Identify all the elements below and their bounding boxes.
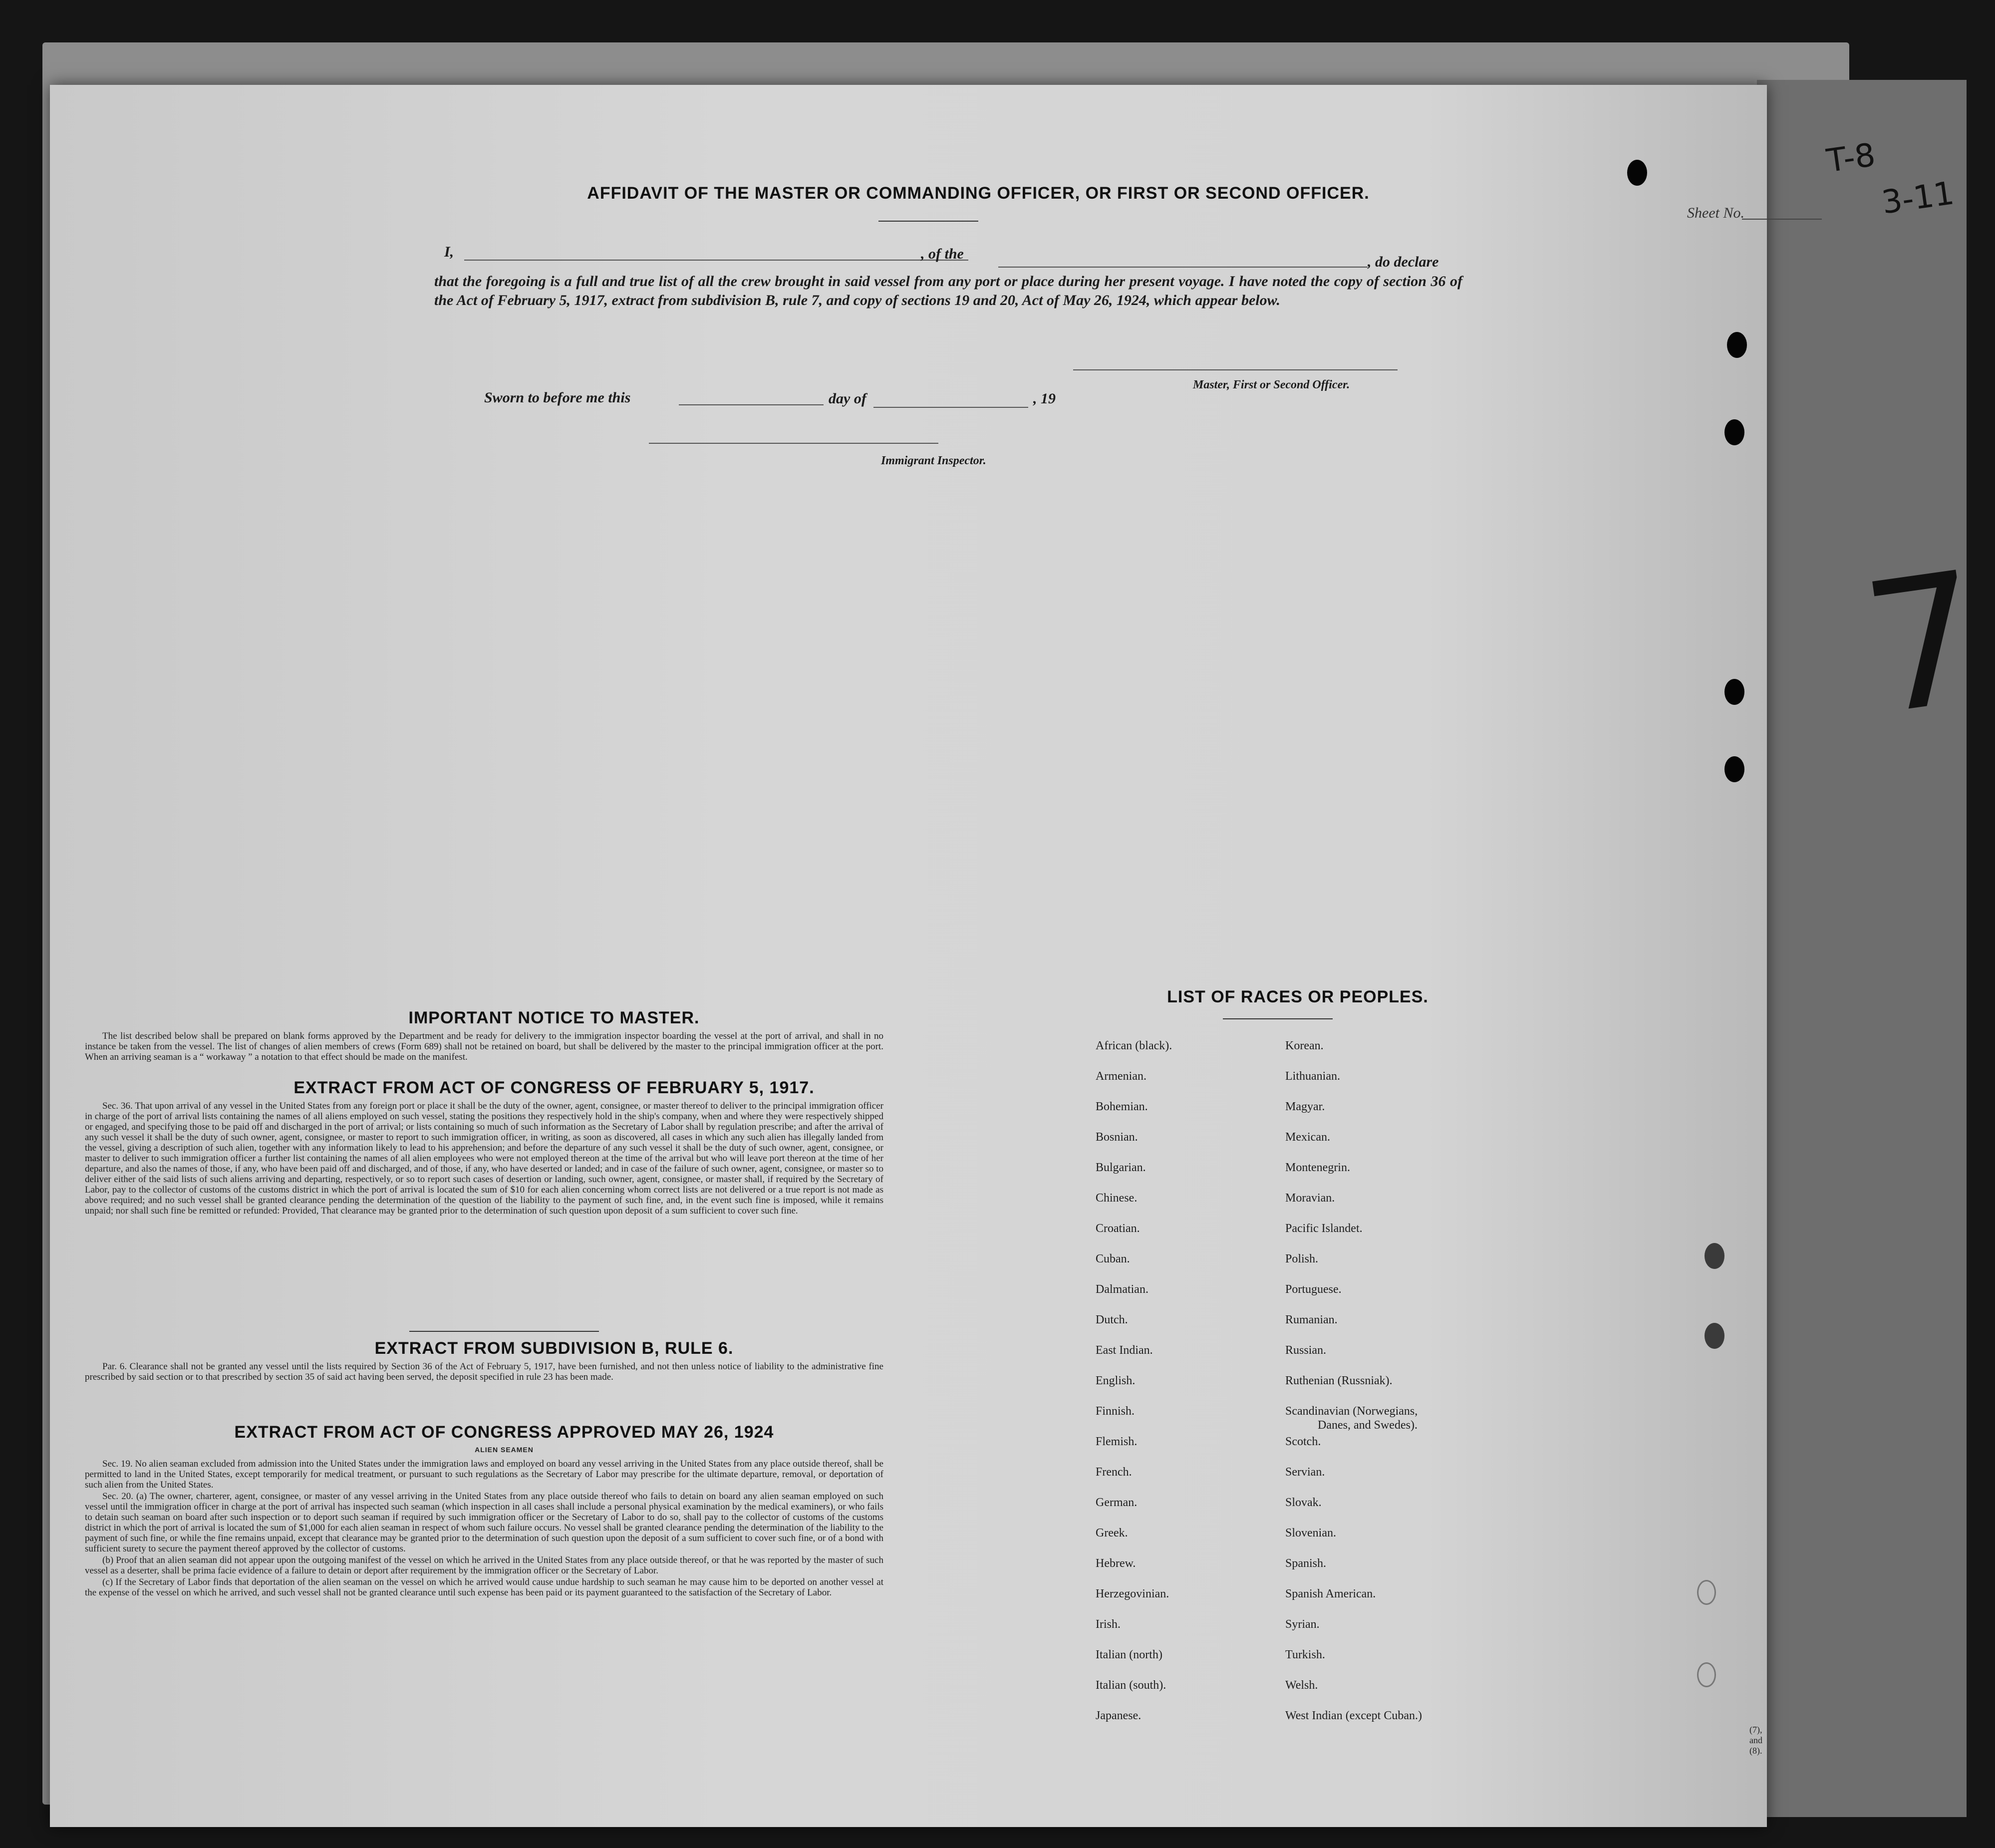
race-right: Mexican.: [1285, 1131, 1330, 1144]
extract-rule6-title: EXTRACT FROM SUBDIVISION B, RULE 6.: [374, 1339, 734, 1358]
punch-hole: [1727, 332, 1747, 358]
race-left: English.: [1096, 1374, 1136, 1387]
vessel-line: [998, 267, 1368, 268]
punch-hole: [1724, 419, 1744, 445]
affidavit-of-the: , of the: [921, 246, 964, 262]
race-right: Russian.: [1285, 1344, 1327, 1357]
race-left: Hebrew.: [1096, 1557, 1136, 1570]
form-page: [50, 85, 1767, 1827]
race-right: Portuguese.: [1285, 1283, 1342, 1296]
race-right: West Indian (except Cuban.): [1285, 1709, 1422, 1722]
affidavit-title-rule: [878, 221, 978, 222]
race-left: Bulgarian.: [1096, 1161, 1146, 1174]
extract-rule6-body: [85, 1361, 883, 1383]
punch-hole: [1724, 756, 1744, 782]
punch-ring: [1697, 1580, 1716, 1605]
race-left: Chinese.: [1096, 1192, 1138, 1205]
races-title: LIST OF RACES OR PEOPLES.: [1167, 987, 1428, 1006]
notice-body: [85, 1031, 883, 1063]
sworn-day-line: [679, 404, 824, 405]
inspector-signature-line: [649, 443, 938, 444]
race-left: Armenian.: [1096, 1070, 1146, 1083]
race-left: Italian (north): [1096, 1648, 1162, 1661]
race-right: Syrian.: [1285, 1618, 1320, 1631]
race-left: French.: [1096, 1466, 1132, 1479]
extract-rule6-text: Par. 6. Clearance shall not be granted any vessel until the lists required by Section 36 of the Act of February 5, 1917, have been furnished, and not then unless notice of liability to the administrative fine prescribed by said section or to that prescribed by section 35 of said act having been served, the deposit specified in rule 23 has been made.: [85, 1361, 883, 1382]
race-right: Spanish.: [1285, 1557, 1327, 1570]
extract-1917-text: Sec. 36. That upon arrival of any vessel in the United States from any foreign port or place it shall be the duty of the owner, agent, consignee, or master thereof to deliver to the principal immigration officer in charge of the port of arrival lists containing the names of all aliens employed on such vessel, stating the positions they respectively hold in the ship's company, when and where they were respectively shipped or engaged, and specifying those to be paid off and discharged in the port of arrival; or lists containing so much of such information as the Secretary of Labor shall by regulation prescribe; and after the arrival of any such vessel it shall be the duty of such owner, agent, consignee, or master to report to such immigration officer, in writing, as soon as discovered, all cases in which any such alien has illegally landed from the vessel, giving a description of such alien, together with any information likely to lead to his apprehension; and before the departure of any such vessel it shall be the duty of such owner, agent, consignee, or master to deliver to such immigration officer a further list containing the names of all alien employees who were not employed thereon at the time of the arrival but who will leave port thereon at the time of her departure, and also the names of those, if any, who have been paid off and discharged, and of those, if any, who have deserted or landed; and in case of the failure of such owner, agent, consignee, or master so to deliver either of the said lists of such aliens arriving and departing, respectively, or so to report such cases of desertion or landing, such owner, agent, consignee, or master shall, if required by the Secretary of Labor, pay to the collector of customs of the customs district in which the port of arrival is located the sum of $10 for each alien concerning whom correct lists are not delivered or a true report is not made as above required; and no such vessel shall be granted clearance pending the determination of the question of the liability to the payment of such fine, and, in the event such fine is imposed, while it remains unpaid; nor shall such fine be remitted or refunded: Provided, That clearance may be granted prior to the determination of such question upon deposit of a sum sufficient to cover such fine.: [85, 1101, 883, 1216]
margin-note: 3-11: [1879, 175, 1957, 222]
background-binding: [1757, 80, 1967, 1817]
race-left: African (black).: [1096, 1039, 1172, 1052]
extract-1924-title: EXTRACT FROM ACT OF CONGRESS APPROVED MAY 26, 1924: [234, 1423, 774, 1442]
sheet-no-label: Sheet No.: [1687, 205, 1744, 221]
master-signature-line: [1073, 369, 1398, 370]
race-left: Flemish.: [1096, 1435, 1138, 1448]
race-right: Welsh.: [1285, 1679, 1318, 1692]
punch-ring: [1697, 1662, 1716, 1687]
name-line: [464, 260, 968, 261]
affidavit-i: I,: [444, 244, 454, 260]
race-right: Moravian.: [1285, 1192, 1335, 1205]
punch-hole: [1627, 160, 1647, 186]
race-left: Croatian.: [1096, 1222, 1140, 1235]
punch-hole: [1724, 679, 1744, 705]
sworn-month-line: [873, 407, 1028, 408]
race-right: Slovak.: [1285, 1496, 1322, 1509]
margin-note: 7: [1852, 532, 1995, 755]
sheet-no-line: [1742, 219, 1822, 220]
race-left: Japanese.: [1096, 1709, 1141, 1722]
race-right: Magyar.: [1285, 1100, 1325, 1113]
notice-text: The list described below shall be prepared on blank forms approved by the Department and be ready for delivery to the immigration inspector boarding the vessel at the port of arrival, and shall in no instance be taken from the vessel. The list of changes of alien members of crews (Form 689) shall not be retained on board, but shall be delivered by the master to the principal immigration officer at the port. When an arriving seaman is a “ workaway ” a notation to that effect should be made on the manifest.: [85, 1031, 883, 1062]
race-right: Turkish.: [1285, 1648, 1325, 1661]
master-label: Master, First or Second Officer.: [1193, 378, 1350, 391]
race-left: Dutch.: [1096, 1313, 1128, 1326]
race-right: Scandinavian (Norwegians,: [1285, 1405, 1418, 1418]
extract-1924-sec20b: (b) Proof that an alien seaman did not appear upon the outgoing manifest of the vessel on which he arrived in the United States from any place outside thereof, or that he was reported by the master of such vessel as a deserter, shall be prima facie evidence of a failure to detain or deport after requirement by the immigration officer or the Secretary of Labor.: [85, 1555, 883, 1576]
race-left: Finnish.: [1096, 1405, 1135, 1418]
race-left: Herzegovinian.: [1096, 1587, 1169, 1600]
extract-1924-sec20a: Sec. 20. (a) The owner, charterer, agent, consignee, or master of any vessel arriving in the United States from any place outside thereof who fails to detain on board any alien seaman employed on such vessel until the immigration officer in charge at the port of arrival has inspected such seaman (which inspection in all cases shall include a personal physical examination by the medical examiners), or who fails to detain such seaman on board after such inspection or to deport such seaman if required by such immigration officer or the Secretary of Labor to do so, shall pay to the collector of customs of the customs district in which the port of arrival is located the sum of $1,000 for each alien seaman in respect of whom such failure occurs. No vessel shall be granted clearance pending the determination of the liability to the payment of such fine, or while the fine remains unpaid, except that clearance may be granted prior to the determination of such question upon the deposit of a sum sufficient to cover such fine, or of a bond with sufficient surety to secure the payment thereof approved by the collector of customs.: [85, 1491, 883, 1554]
race-right: Polish.: [1285, 1252, 1319, 1265]
affidavit-title: AFFIDAVIT OF THE MASTER OR COMMANDING OFFICER, OR FIRST OR SECOND OFFICER.: [587, 184, 1370, 203]
race-left: Italian (south).: [1096, 1679, 1166, 1692]
notice-title: IMPORTANT NOTICE TO MASTER.: [408, 1008, 700, 1027]
race-right: Servian.: [1285, 1466, 1325, 1479]
race-right: Montenegrin.: [1285, 1161, 1350, 1174]
races-title-rule: [1223, 1018, 1333, 1019]
extract-1924-sec19: Sec. 19. No alien seaman excluded from admission into the United States under the immigration laws and employed on board any vessel arriving in the United States from any place outside thereof, shall be permitted to land in the United States, except temporarily for medical treatment, or pursuant to such regulations as the Secretary of Labor may prescribe for the ultimate departure, removal, or deportation of such alien from the United States.: [85, 1459, 883, 1490]
race-right: Rumanian.: [1285, 1313, 1338, 1326]
race-left: Dalmatian.: [1096, 1283, 1148, 1296]
sworn-day-of: day of: [829, 390, 866, 407]
race-left: Bohemian.: [1096, 1100, 1148, 1113]
extract-1924-body: [85, 1459, 883, 1599]
race-right: Korean.: [1285, 1039, 1324, 1052]
race-left: Greek.: [1096, 1527, 1128, 1540]
margin-note: T-8: [1824, 136, 1878, 180]
edge-note: (7), and (8).: [1749, 1725, 1762, 1756]
affidavit-do-declare: , do declare: [1368, 254, 1439, 270]
extract-1924-sec20c: (c) If the Secretary of Labor finds that deportation of the alien seaman on the vessel on which he arrived would cause undue hardship to such seaman he may cause him to be deported on another vessel at the expense of the vessel on which he arrived, and such vessel shall not be granted clearance until such expense has been paid or its payment guaranteed to the satisfaction of the Secretary of Labor.: [85, 1577, 883, 1598]
race-right: Pacific Islandet.: [1285, 1222, 1363, 1235]
race-left: German.: [1096, 1496, 1138, 1509]
extract-1917-title: EXTRACT FROM ACT OF CONGRESS OF FEBRUARY 5, 1917.: [293, 1078, 815, 1097]
race-right: Lithuanian.: [1285, 1070, 1340, 1083]
extract-1924-subtitle: ALIEN SEAMEN: [475, 1446, 534, 1454]
race-right-cont: Danes, and Swedes).: [1318, 1419, 1418, 1432]
race-right: Ruthenian (Russniak).: [1285, 1374, 1393, 1387]
sworn-label: Sworn to before me this: [484, 389, 631, 406]
extract-1917-body: [85, 1101, 883, 1217]
extract-divider: [409, 1331, 599, 1332]
punch-hole: [1705, 1323, 1724, 1349]
race-right: Spanish American.: [1285, 1587, 1376, 1600]
punch-hole: [1705, 1243, 1724, 1269]
race-right: Scotch.: [1285, 1435, 1321, 1448]
race-left: Irish.: [1096, 1618, 1121, 1631]
sworn-year: , 19: [1033, 390, 1056, 407]
inspector-label: Immigrant Inspector.: [881, 454, 986, 467]
race-left: Cuban.: [1096, 1252, 1130, 1265]
race-right: Slovenian.: [1285, 1527, 1336, 1540]
affidavit-body: that the foregoing is a full and true list of all the crew brought in said vessel from any port or place during her present voyage. I have noted the copy of section 36 of the Act of February 5, 1917, extract from subdivision B, rule 7, and copy of sections 19 and 20, Act of May 26, 1924, which appear below.: [434, 273, 1462, 308]
race-left: East Indian.: [1096, 1344, 1153, 1357]
race-left: Bosnian.: [1096, 1131, 1138, 1144]
